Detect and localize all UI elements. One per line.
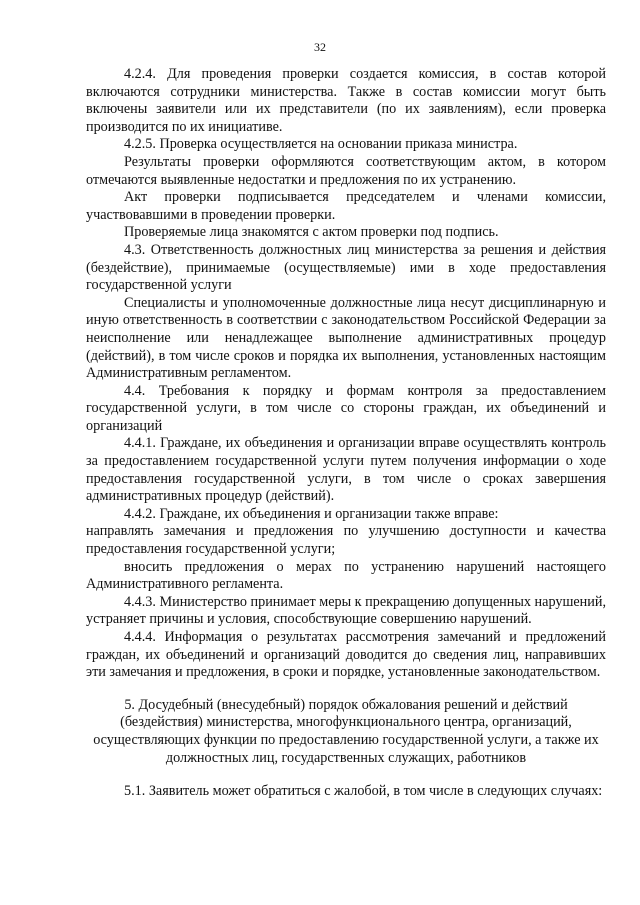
paragraph-act: Акт проверки подписывается председателем и членами комиссии, участвовавшими в проведении проверки. <box>86 189 606 223</box>
paragraph-4-4-4: 4.4.4. Информация о результатах рассмотрения замечаний и предложений граждан, их объединений и организаций доводится до сведения лиц, направивших эти замечания и предложения, в сроки и порядке, установленные законодательством. <box>86 629 606 681</box>
paragraph-specialists: Специалисты и уполномоченные должностные лица несут дисциплинарную и иную ответственность в соответствии с законодательством Российской Федерации за неисполнение или ненадлежащее выполнение административных процедур (действий), в том числе сроков и порядка их выполнения, установленных настоящим Административным регламентом. <box>86 294 606 382</box>
paragraph-4-2-4: 4.2.4. Для проведения проверки создается комиссия, в состав которой включаются сотрудники министерства. Также в состав комиссии могут быть включены заявители или их представители (по их заявлениям), если проверка производится по их инициативе. <box>86 66 606 135</box>
section-5-heading: 5. Досудебный (внесудебный) порядок обжалования решений и действий (бездействия) министерства, многофункционального центра, организаций, осуществляющих функции по предоставлению государственной услуги, а также их должностных лиц, государственных служащих, работников <box>93 696 599 766</box>
document-body <box>86 66 606 801</box>
paragraph-4-4-3: 4.4.3. Министерство принимает меры к прекращению допущенных нарушений, устраняет причины и условия, способствующие совершению нарушений. <box>86 593 606 628</box>
paragraph-4-2-5: 4.2.5. Проверка осуществляется на основании приказа министра. <box>124 136 518 153</box>
paragraph-propose-measures: вносить предложения о мерах по устранению нарушений настоящего Административного регламента. <box>86 558 606 593</box>
paragraph-4-4-2: 4.4.2. Граждане, их объединения и организации также вправе: <box>124 505 499 522</box>
paragraph-send-remarks: направлять замечания и предложения по улучшению доступности и качества предоставления государственной услуги; <box>86 523 606 558</box>
paragraph-4-3: 4.3. Ответственность должностных лиц министерства за решения и действия (бездействие), принимаемые (осуществляемые) ими в ходе предоставления государственной услуги <box>86 241 606 294</box>
paragraph-acquaint: Проверяемые лица знакомятся с актом проверки под подпись. <box>124 224 499 241</box>
paragraph-4-4: 4.4. Требования к порядку и формам контроля за предоставлением государственной услуги, в том числе со стороны граждан, их объединений и организаций <box>86 382 606 434</box>
page-number: 32 <box>314 40 326 54</box>
paragraph-4-4-1: 4.4.1. Граждане, их объединения и организации вправе осуществлять контроль за предоставлением государственной услуги путем получения информации о ходе предоставления государственной услуги, в том числе о сроках завершения административных процедур (действий). <box>86 435 606 505</box>
paragraph-5-1: 5.1. Заявитель может обратиться с жалобой, в том числе в следующих случаях: <box>124 783 603 800</box>
paragraph-results: Результаты проверки оформляются соответствующим актом, в котором отмечаются выявленные недостатки и предложения по их устранению. <box>86 153 606 188</box>
